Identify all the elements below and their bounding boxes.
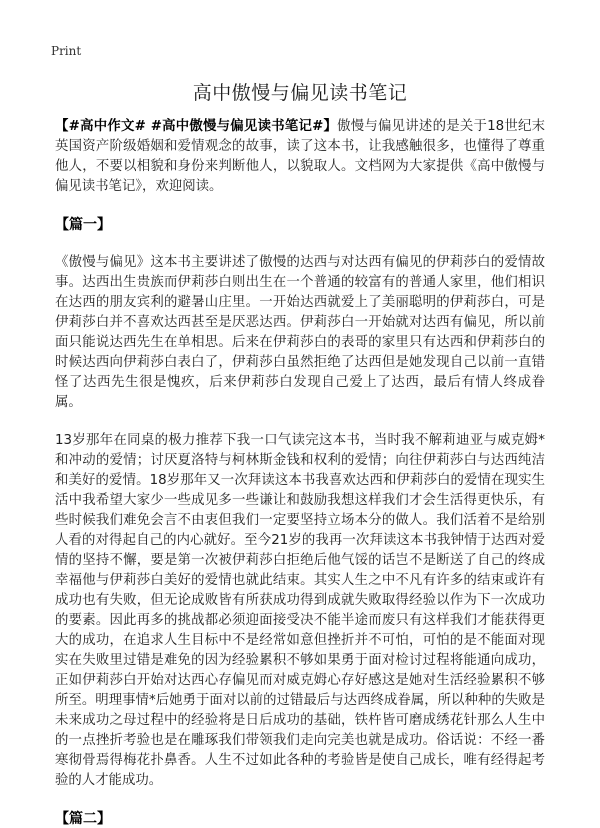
intro-text: 傲慢与偏见讲述的是关于18世纪末英国资产阶级婚姻和爱情观念的故事，读了这本书，让我感触很多，也懂得了尊重他人，不要以相貌和身份来判断他人，以貌取人。文档网为大家提供《高中傲慢与偏见读书笔记》，欢迎阅读。 [55, 119, 545, 194]
intro-paragraph [55, 117, 545, 197]
section-heading-2: 【篇二】 [55, 811, 111, 827]
section-heading-1: 【篇一】 [55, 217, 111, 233]
section1-paragraph-1: 《傲慢与偏见》这本书主要讲述了傲慢的达西与对达西有偏见的伊莉莎白的爱情故事。达西出生贵族而伊莉莎白则出生在一个普通的较富有的普通人家里，他们相识在达西的朋友宾利的避暑山庄里。一开始达西就爱上了美丽聪明的伊莉莎白，可是伊莉莎白并不喜欢达西甚至是厌恶达西。伊莉莎白一开始就对达西有偏见，所以前面只能说达西先生在单相思。后来在伊莉莎白的表哥的家里只有达西和伊莉莎白的时候达西向伊莉莎白表白了，伊莉莎白虽然拒绝了达西但是她发现自己以前一直错怪了达西先生很是愧疚，后来伊莉莎白发现自己爱上了达西，最后有情人终成眷属。 [55, 255, 545, 410]
section1-paragraph-2: 13岁那年在同桌的极力推荐下我一口气读完这本书，当时我不解莉迪亚与威克姆*和冲动的爱情；讨厌夏洛特与柯林斯金钱和权利的爱情；向往伊莉莎白与达西纯洁和美好的爱情。18岁那年又一次拜读这本书我喜欢达西和伊莉莎白的爱情在现实生活中我希望大家少一些成见多一些谦让和鼓励我想这样我们才会生活得更快乐，有些时候我们难免会言不由衷但我们一定要坚持立场本分的做人。我们活着不是给别人看的对得起自己的内心就好。至今21岁的我再一次拜读这本书我钟情于达西对爱情的坚持不懈，要是第一次被伊莉莎白拒绝后他气馁的话岂不是断送了自己的终成幸福他与伊莉莎白美好的爱情也就此结束。其实人生之中不凡有许多的结束或许有成功也有失败，但无论成败皆有所获成功得到成就失败取得经验以作为下一次成功的要素。因此再多的挑战都必须迎面接受决不能半途而废只有这样我们才能获得更大的成功，在追求人生目标中不是经常如意但挫折并不可怕，可怕的是不能面对现实在失败里过错是难免的因为经验累积不够如果勇于面对检讨过程将能通向成功，正如伊莉莎白开始对达西心存偏见而对威克姆心存好感这是她对生活经验累积不够所至。明理事情*后她勇于面对以前的过错最后与达西终成眷属，所以种种的失败是未来成功之母过程中的经验将是日后成功的基础，铁杵皆可磨成绣花针那么人生中的一点挫折考验也是在雕琢我们带领我们走向完美也就是成功。俗话说：不经一番寒彻骨焉得梅花扑鼻香。人生不过如此各种的考验皆是使自己成长，唯有经得起考验的人才能成功。 [55, 433, 545, 788]
page-title: 高中傲慢与偏见读书笔记 [192, 82, 408, 104]
document-body [55, 117, 545, 828]
intro-tag: 【#高中作文# #高中傲慢与偏见读书笔记#】 [55, 119, 338, 134]
print-label: Print [51, 44, 82, 58]
